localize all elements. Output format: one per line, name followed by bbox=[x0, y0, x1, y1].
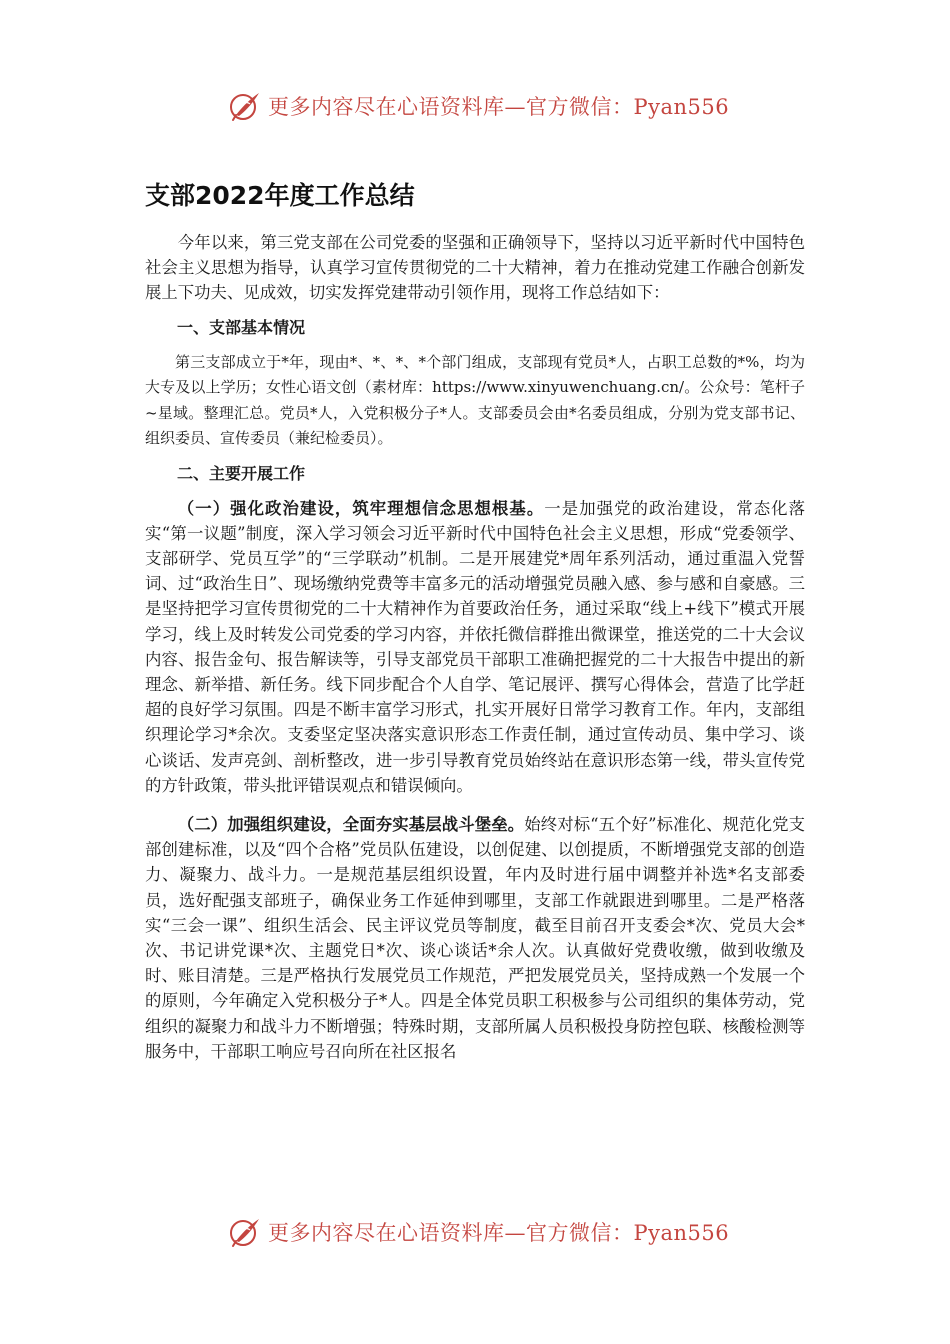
item-1-body: 一是加强党的政治建设，常态化落实“第一议题”制度，深入学习领会习近平新时代中国特色社会主义思想，形成“党委领学、支部研学、党员互学”的“三学联动”机制。二是开展建党*周年系列活动，通过重温入党誓词、过“政治生日”、现场缴纳党费等丰富多元的活动增强党员融入感、参与感和自豪感。三是坚持把学习宣传贯彻党的二十大精神作为首要政治任务，通过采取“线上+线下”模式开展学习，线上及时转发公司党委的学习内容，并依托微信群推出微课堂，推送党的二十大会议内容、报告金句、报告解读等，引导支部党员干部职工准确把握党的二十大报告中提出的新理念、新举措、新任务。线下同步配合个人自学、笔记展评、撰写心得体会，营造了比学赶超的良好学习氛围。四是不断丰富学习形式，扎实开展好日常学习教育工作。年内，支部组织理论学习*余次。支委坚定坚决落实意识形态工作责任制，通过宣传动员、集中学习、谈心谈话、发声亮剑、剖析整改，进一步引导教育党员始终站在意识形态第一线，带头宣传党的方针政策，带头批评错误观点和错误倾向。 bbox=[145, 498, 806, 795]
header-banner bbox=[0, 86, 950, 126]
footer-banner-inner bbox=[228, 1212, 729, 1252]
section-1-paragraph: 第三支部成立于*年，现由*、*、*、*个部门组成，支部现有党员*人，占职工总数的*%，均为大专及以上学历；女性心语文创（素材库：https://www.xinyuwenchuang.cn/。公众号：笔杆子~星域。整理汇总。党员*人，入党积极分子*人。支部委员会由*名委员组成，分别为党支部书记、组织委员、宣传委员（兼纪检委员）。 bbox=[145, 352, 805, 448]
item-1-paragraph bbox=[145, 496, 805, 798]
item-2-body: 始终对标“五个好”标准化、规范化党支部创建标准，以及“四个合格”党员队伍建设，以创促建、以创提质，不断增强党支部的创造力、凝聚力、战斗力。一是规范基层组织设置，年内及时进行届中调整并补选*名支部委员，选好配强支部班子，确保业务工作延伸到哪里，支部工作就跟进到哪里。二是严格落实“三会一课”、组织生活会、民主评议党员等制度，截至目前召开支委会*次、党员大会*次、书记讲党课*次、主题党日*次、谈心谈话*余人次。认真做好党费收缴，做到收缴及时、账目清楚。三是严格执行发展党员工作规范，严把发展党员关，坚持成熟一个发展一个的原则，今年确定入党积极分子*人。四是全体党员职工积极参与公司组织的集体劳动，党组织的凝聚力和战斗力不断增强；特殊时期，支部所属人员积极投身防控包联、核酸检测等服务中，干部职工响应号召向所在社区报名 bbox=[145, 815, 805, 1061]
footer-banner bbox=[0, 1212, 950, 1252]
item-2-paragraph bbox=[145, 812, 805, 1064]
quill-pen-logo-icon bbox=[228, 89, 262, 123]
quill-pen-logo-icon bbox=[228, 1215, 262, 1249]
header-banner-inner bbox=[228, 86, 729, 126]
section-2-heading: 二、主要开展工作 bbox=[177, 463, 306, 483]
spacer bbox=[145, 798, 805, 812]
document-body bbox=[145, 230, 805, 1064]
intro-paragraph: 今年以来，第三党支部在公司党委的坚强和正确领导下，坚持以习近平新时代中国特色社会主义思想为指导，认真学习宣传贯彻党的二十大精神，着力在推动党建工作融合创新发展上下功夫、见成效，切实发挥党建带动引领作用，现将工作总结如下： bbox=[145, 233, 805, 303]
item-2-lead: （二）加强组织建设，全面夯实基层战斗堡垒。 bbox=[177, 815, 525, 835]
spacer bbox=[145, 340, 805, 350]
item-1-lead: （一）强化政治建设，筑牢理想信念思想根基。 bbox=[177, 498, 545, 518]
header-banner-text: 更多内容尽在心语资料库—官方微信：Pyan556 bbox=[268, 95, 730, 119]
spacer bbox=[145, 452, 805, 462]
document-title: 支部2022年度工作总结 bbox=[145, 181, 415, 210]
spacer bbox=[145, 306, 805, 316]
spacer bbox=[145, 486, 805, 496]
section-1-heading: 一、支部基本情况 bbox=[177, 317, 306, 337]
footer-banner-text: 更多内容尽在心语资料库—官方微信：Pyan556 bbox=[268, 1221, 730, 1245]
